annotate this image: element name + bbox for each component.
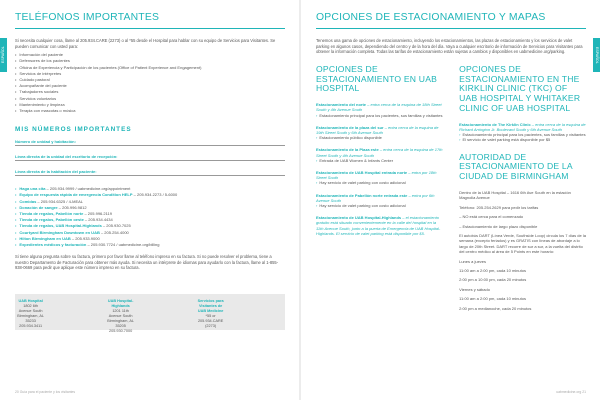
page-footer: 20 Guía para el paciente y los visitantes <box>15 390 76 394</box>
parking-location: – entra por 18th Street South <box>316 170 437 181</box>
kirklin-column <box>459 65 586 315</box>
phone-value: – 205.996.2119 <box>83 211 112 217</box>
billing-note: Si tiene alguna pregunta sobre su factura, primero por favor llame al teléfono impreso en su factura. Si no puede resolver el problema, tiene a nuestro Departamento de Facturación para obtener más ayuda. Si necesita un intérprete de idiomas para ayudarlo con la factura, llame al 1-855-938-0669 para pedir que aplique este número impreso en su factura. <box>15 254 279 271</box>
phone-value: – 205.930.7724 / uabmedicine.org/billing <box>86 242 160 248</box>
parking-location: – entra cerca de la esquina de 18th Street South y 4th Avenue South <box>316 102 442 113</box>
address-line: Birmingham, AL 35233 <box>17 314 45 323</box>
phone-label: Comidas <box>19 198 37 204</box>
transit-line: 11:00 am a 2:00 pm, cada 10 minutos <box>459 268 526 274</box>
transit-heading: AUTORIDAD DE ESTACIONAMIENTO DE LA CIUDAD DE BIRMINGHAM <box>459 151 573 182</box>
parking-details <box>316 135 443 140</box>
phone-value: – 205.996.9812 <box>57 204 87 210</box>
parking-entry-title <box>316 193 443 203</box>
left-content <box>15 12 285 271</box>
parking-name: Estacionamiento de The Kirklin Clinic <box>459 121 531 127</box>
parking-location: – entra por 6th Avenue South <box>316 192 435 203</box>
parking-entry-title <box>316 215 443 236</box>
address-line: 1802 6th Avenue South <box>18 304 43 313</box>
room-line-field <box>15 169 285 174</box>
parking-entry-title <box>316 170 443 180</box>
phone-value: – 205.934.6325 / 4-MEAL <box>36 198 84 204</box>
service-item: • Terapia con mascotas o música <box>15 108 285 114</box>
parking-entry <box>316 170 443 186</box>
parking-entry-title <box>316 125 443 135</box>
room-field <box>15 139 285 144</box>
phone-label: Donación de sangre <box>19 204 58 210</box>
hospital-entries <box>316 102 443 236</box>
address-box <box>15 294 285 333</box>
page-title: TELÉFONOS IMPORTANTES <box>15 12 285 29</box>
phone-item <box>15 242 285 248</box>
transit-info <box>459 190 586 311</box>
unit-desk-field <box>15 154 285 159</box>
field-label: Línea directa de la unidad del escritorio de recepción: <box>15 154 118 160</box>
phone-value: – 205.930.7025 <box>101 223 131 229</box>
parking-entry <box>459 122 586 143</box>
parking-location: – entra cerca de la esquina de 19th Street South y 6th Avenue South <box>316 124 439 135</box>
parking-detail: › Hay servicio de valet parking con costo adicional <box>316 203 443 208</box>
phone-value: – 205.933.9000 <box>70 235 100 241</box>
address-block <box>17 299 103 330</box>
address-line: 205.930.7000 <box>109 329 133 333</box>
parking-columns <box>316 65 586 315</box>
parking-entry <box>316 147 443 163</box>
parking-entry <box>316 215 443 236</box>
parking-detail: › Estacionamiento principal para los pacientes, sus familias y visitantes <box>459 132 586 137</box>
service-item: • Servicios de intérpretes <box>15 71 285 77</box>
service-item: • Oficina de Experiencia y Participación de los pacientes (Office of Patient Experience and Engagement) <box>15 65 285 71</box>
transit-line: Teléfono: 205.254.2629 para pedir los tarifas <box>459 204 539 210</box>
intro-text: Tenemos una gama de opciones de estacionamiento, incluyendo los estacionamientos, las plazas de estacionamiento y los servicios de valet parking en algunos casos, dependiendo del centro y de la hora del día. Vaya a cualquier escritorio de información de Servicios para Visitantes para obtener la información completa. Todas las tarifas de estacionamiento están sujetas a cambios y disponibles en uabmedicine.org/parking. <box>316 38 583 55</box>
field-label: Número de unidad y habitación: <box>15 139 76 145</box>
address-line: Birmingham, AL 35205 <box>107 319 135 328</box>
phone-label: Tienda de regalos, UAB Hospital-Highlands <box>19 223 102 229</box>
parking-name: Estacionamiento del norte <box>316 102 367 108</box>
kirklin-parking-heading: OPCIONES DE ESTACIONAMIENTO EN THE KIRKLIN CLINIC (TKC) OF UAB HOSPITAL Y WHITAKER CLINIC OF UAB HOSPITAL <box>459 63 581 113</box>
right-page <box>300 0 600 400</box>
page-footer: uabmedicine.org 21 <box>556 390 586 394</box>
address-title: UAB Hospital-Highlands <box>107 299 134 308</box>
transit-line: Viernes y sábado <box>459 286 490 292</box>
transit-line: Dentro de la UAB Hospital – 1616 6th Ave South en la estación Magnolia Avenue <box>459 189 571 201</box>
parking-name: Estacionamiento de la plaza del sur <box>316 124 384 130</box>
kirklin-entries <box>459 122 586 143</box>
service-item: • Defensores de los pacientes <box>15 58 285 64</box>
parking-details <box>316 113 443 118</box>
transit-line: El autobús DART (Línea Verde, Southside Loop) circula los 7 días de la semana (excepto feriados) y es GRATIS con líneas de abordaje a lo largo de 20th Street. DART recorre de sur a sur, a la vuelta del distrito del centro médico al área de 5 Points en este horario: <box>459 233 586 255</box>
parking-location: – entra cerca de la esquina de 17th Street South y 4th Avenue South <box>316 147 443 158</box>
parking-details <box>316 203 443 208</box>
parking-entry <box>316 102 443 118</box>
address-title: Servicios para Visitantes de UAB Medicine <box>197 299 224 313</box>
address-block <box>197 299 283 330</box>
address-line: *55 or 205.934.CARE (2273) <box>197 314 224 328</box>
address-line: 1201 11th Avenue South <box>108 309 133 318</box>
parking-detail: › Hay servicio de valet parking con costo adicional <box>316 180 443 185</box>
hospital-parking-heading: OPCIONES DE ESTACIONAMIENTO EN UAB HOSPITAL <box>316 63 438 94</box>
phone-value: – 205.934.9999 / uabmedicine.org/appointment <box>45 186 131 192</box>
parking-name: Estacionamiento de UAB Hospital-Highlands <box>316 215 402 221</box>
parking-entry-title <box>316 102 443 112</box>
right-content <box>316 12 586 315</box>
address-block <box>107 299 193 333</box>
parking-detail: › Estacionamiento público disponible <box>316 135 443 140</box>
phone-label: Tienda de regalos, Pabellón oeste <box>19 217 84 223</box>
parking-entry <box>316 125 443 141</box>
parking-location: – entra cerca de la esquina de Richard Arrington Jr. Boulevard South y 6th Avenue South <box>459 121 586 132</box>
parking-details <box>316 158 443 163</box>
phone-value: – 205.934.2273 / 5-6000 <box>132 192 178 198</box>
transit-line: Lunes a jueves <box>459 258 487 264</box>
services-list <box>15 52 285 114</box>
language-tab: ESPAÑOL <box>0 38 7 72</box>
phone-value: – 205.254.4000 <box>99 229 129 235</box>
service-item: • Acompañante del paciente <box>15 83 285 89</box>
service-item: • Mantenimiento y limpieza <box>15 102 285 108</box>
parking-detail: › Estacionamiento principal para los pacientes, sus familias y visitantes <box>316 113 443 118</box>
transit-line: 2:00 pm a medianoche, cada 20 minutos <box>459 305 532 311</box>
phone-label: Courtyard Birmingham Downtown en UAB <box>19 229 100 235</box>
parking-details <box>316 180 443 185</box>
parking-detail: › El servicio de valet parking está disponible por $5 <box>459 137 586 142</box>
transit-line: – Estacionamiento de largo plazo disponible <box>459 223 538 229</box>
service-item: • Cuidado pastoral <box>15 77 285 83</box>
transit-line: 2:00 pm a 10:00 pm, cada 20 minutos <box>459 277 527 283</box>
phone-label: Tienda de regalos, Pabellón norte <box>19 211 84 217</box>
parking-detail: › Entrada de UAB Women & Infants Center <box>316 158 443 163</box>
transit-line: – NO está cerca para el comenzado <box>459 214 524 220</box>
parking-details <box>459 132 586 142</box>
parking-entry <box>316 193 443 209</box>
phone-label: Haga una cita <box>19 186 46 192</box>
parking-name: Estacionamiento de la Plaza este <box>316 147 379 153</box>
parking-location: – el estacionamiento gratuito está situado convenientemente en la calle del hospital en la 11th Avenue South, junto a la puerta de Emergencia de UAB Hospital-Highlands. El servicio de valet parking está disponible por $5. <box>316 215 441 236</box>
page-title: OPCIONES DE ESTACIONAMIENTO Y MAPAS <box>316 12 586 29</box>
service-item: • Servicios voluntarios <box>15 96 285 102</box>
phone-value: – 205.934.4434 <box>83 217 113 223</box>
service-item: • Trabajadores sociales <box>15 89 285 95</box>
phone-label: Expedientes médicos y facturación <box>19 242 87 248</box>
field-label: Línea directa de la habitación del paciente: <box>15 169 97 175</box>
phone-list <box>15 186 285 248</box>
phone-label: Hilton Birmingham en UAB <box>19 235 71 241</box>
phone-label: Equipo de respuesta rápida de emergencia Condition HELP <box>19 192 133 198</box>
my-numbers-heading: MIS NÚMEROS IMPORTANTES <box>15 126 132 134</box>
parking-entry-title <box>459 122 586 132</box>
address-title: UAB Hospital <box>18 299 43 303</box>
address-line: 205.934.3411 <box>19 324 43 328</box>
language-tab: ESPAÑOL <box>593 38 600 72</box>
transit-line: 11:00 am a 2:00 pm, cada 10 minutos <box>459 296 526 302</box>
parking-name: Estacionamiento de UAB Hospital entrada norte <box>316 170 408 175</box>
parking-name: Estacionamiento de Pabellón norte entrada este <box>316 192 408 198</box>
hospital-column <box>316 65 443 315</box>
parking-entry-title <box>316 147 443 157</box>
service-item: • Información del paciente <box>15 52 285 58</box>
intro-text: Si necesita cualquier cosa, llame al 205.934.CARE (2273) o al *55 desde el Hospital para hablar con su equipo de Servicios para Visitantes. Se pueden comunicar con usted para: <box>15 38 276 49</box>
